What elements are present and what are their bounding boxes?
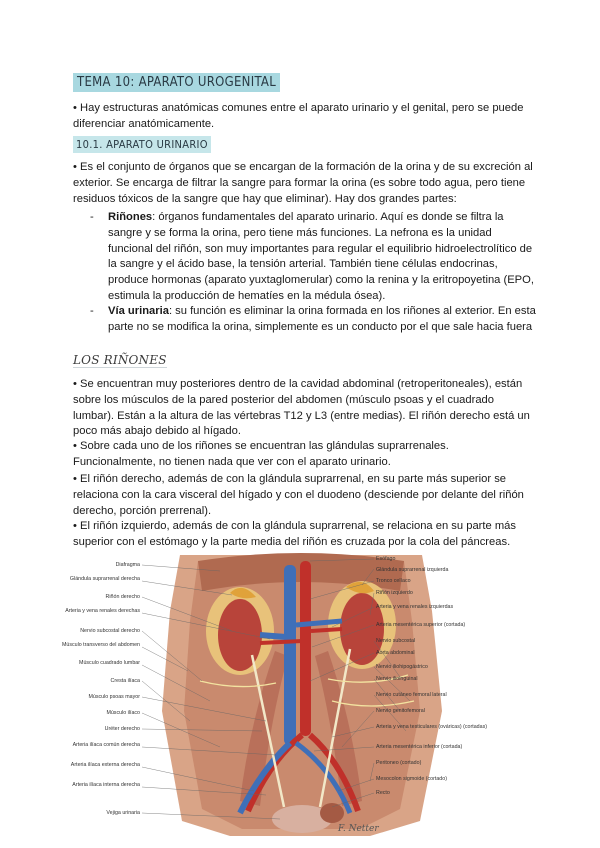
label-iliohypogastric-nerve: Nervio iliohipogástrico [376,664,428,670]
label-quadratus-lumborum: Músculo cuadrado lumbar [79,660,140,666]
label-bladder: Vejiga urinaria [106,810,140,816]
kidneys-paragraph-3: • El riñón derecho, además de con la glándula suprarrenal, en su parte más superior se relaciona con la cara visceral del hígado y con el duodeno (desciende por delante del riñón derecho, porción prerrenal). [73,473,524,517]
list-dash: - [90,305,94,317]
urinary-paragraph: • Es el conjunto de órganos que se encargan de la formación de la orina y de su excreción al exterior. Se encarga de filtrar la sangre para formar la orina (es sobre todo agua, pero tiene residuos tóxicos de la sangre que hay que eliminar). Hay dos grandes partes: [73,161,533,205]
label-testicular-vessels: Arteria y vena testiculares (ováricas) (cortadas) [376,724,487,730]
term-kidneys: Riñones [108,211,153,223]
label-right-common-iliac: Arteria ilíaca común derecha [72,742,140,748]
list-item-kidneys [108,210,536,305]
label-right-kidney: Riñón derecho [105,594,140,600]
label-right-ureter: Uréter derecho [104,726,140,732]
kidneys-paragraph-4: • El riñón izquierdo, además de con la glándula suprarrenal, se relaciona en su parte más superior con el estómago y la parte media del riñón es cruzada por la cola del páncreas. [73,520,516,548]
label-iliac-crest: Cresta ilíaca [110,678,140,684]
text-urinary-tract: : su función es eliminar la orina formada en los riñones al exterior. En esta parte no se modifica la orina, simplemente es un conducto por el que sale hacia fuera [108,305,536,333]
illustrator-signature: F. Netter [338,824,379,834]
intro-paragraph: • Hay estructuras anatómicas comunes entre el aparato urinario y el genital, pero se puede diferenciar anatómicamente. [73,102,524,130]
kidneys-paragraph-1: • Se encuentran muy posteriores dentro de la cavidad abdominal (retroperitoneales), están sobre los músculos de la pared posterior del abdomen (músculo psoas y el cuadrado lumbar). Están a la altura de las vértebras T12 y L3 (entre medias). El riñón derecho está un poco más abajo debido al hígado. [73,378,530,438]
section-heading-urinary: 10.1. APARATO URINARIO [73,136,211,153]
list-item-urinary-tract [108,304,536,336]
label-right-renal-vessels: Arteria y vena renales derechas [65,608,140,614]
label-ilioinguinal-nerve: Nervio ilioinguinal [376,676,418,682]
label-right-external-iliac: Arteria ilíaca externa derecha [70,762,140,768]
label-abdominal-aorta: Aorta abdominal [376,650,415,656]
page-title: TEMA 10: APARATO UROGENITAL [73,73,280,92]
aorta [300,561,311,736]
term-urinary-tract: Vía urinaria [108,305,169,317]
label-celiac-trunk: Tronco celíaco [376,578,411,584]
label-lateral-femoral-cutaneous: Nervio cutáneo femoral lateral [376,692,447,698]
label-right-internal-iliac: Arteria ilíaca interna derecha [72,782,140,788]
text-kidneys: : órganos fundamentales del aparato urinario. Aquí es donde se filtra la sangre y se forma la orina, pero tiene más funciones. La nefrona es la unidad funcional del riñón, son muy importantes para regular el equilibrio hidroelectrolítico de la sangre y el ácido base, la tensión arterial. También tiene células endocrinas, produce hormonas (aparato yuxtaglomerular) como la renina y la eritropoyetina (EPO, estimula la producción de hematíes en la médula ósea). [108,211,534,302]
label-esophagus: Esófago [376,556,396,562]
label-left-adrenal: Glándula suprarrenal izquierda [376,567,449,573]
label-inferior-mesenteric: Arteria mesentérica inferior (cortada) [376,744,463,750]
label-superior-mesenteric: Arteria mesentérica superior (cortada) [376,622,466,628]
label-right-adrenal: Glándula suprarrenal derecha [69,576,140,582]
label-iliacus: Músculo ilíaco [106,710,140,716]
section-heading-kidneys: LOS RIÑONES [73,353,167,367]
label-psoas-major: Músculo psoas mayor [88,694,140,700]
label-peritoneum: Peritoneo (cortado) [376,760,422,766]
label-subcostal-nerve: Nervio subcostal [376,638,416,644]
label-genitofemoral-nerve: Nervio genitofemoral [376,708,425,714]
label-right-subcostal-nerve: Nervio subcostal derecho [80,628,140,634]
vena-cava [284,565,296,745]
label-sigmoid-mesocolon: Mesocolon sigmoide (cortado) [376,776,447,782]
label-transversus-abdominis: Músculo transverso del abdomen [61,642,140,648]
label-rectum: Recto [376,790,390,796]
label-diaphragm: Diafragma [115,562,140,568]
kidney-right [218,599,262,671]
label-left-kidney: Riñón izquierdo [376,590,413,596]
kidneys-paragraph-2: • Sobre cada uno de los riñones se encuentran las glándulas suprarrenales. Funcionalmente, no tienen nada que ver con el aparato urinario. [73,440,449,468]
label-left-renal-vessels: Arteria y vena renales izquierdas [376,604,454,610]
rectum [320,803,344,823]
anatomy-illustration [61,551,532,836]
list-dash: - [90,211,94,223]
